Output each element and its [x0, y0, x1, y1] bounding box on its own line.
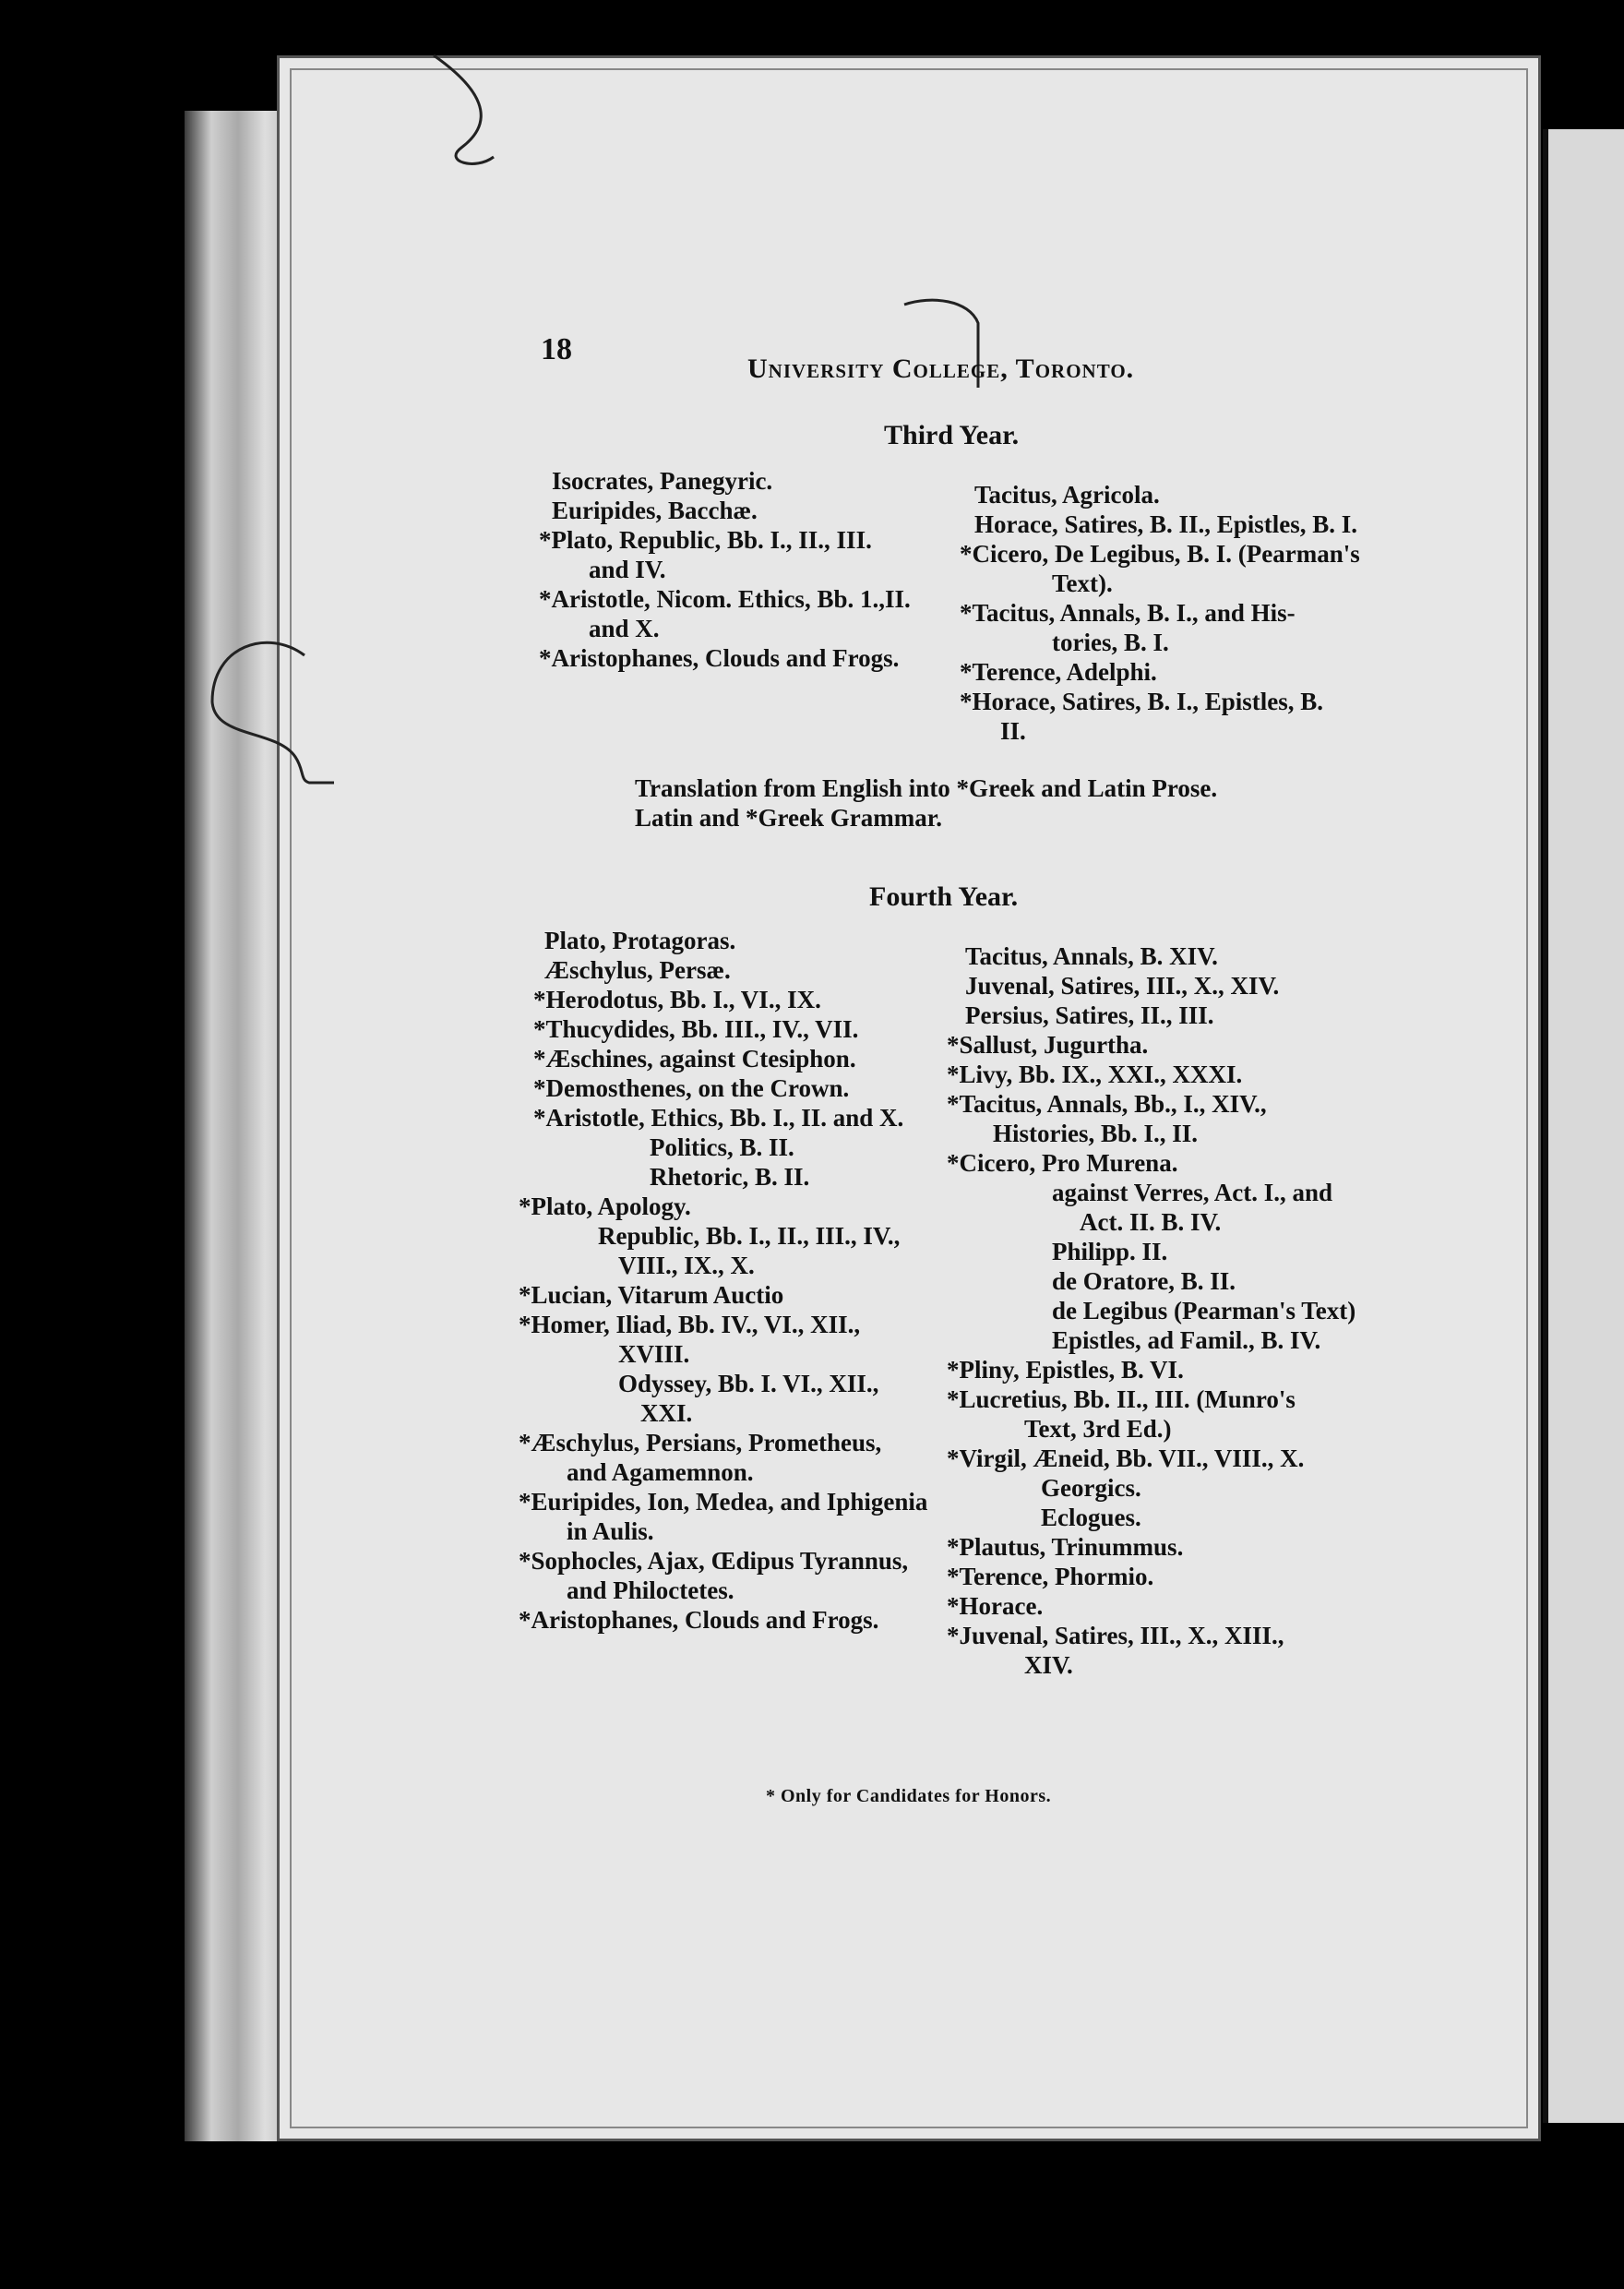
list-item: XIV.: [1024, 1651, 1073, 1679]
list-item: Tacitus, Agricola.: [974, 481, 1160, 509]
list-item: *Terence, Phormio.: [947, 1563, 1154, 1590]
list-item: *Cicero, Pro Murena.: [947, 1149, 1178, 1177]
list-item: and IV.: [589, 556, 666, 583]
list-item: *Tacitus, Annals, Bb., I., XIV.,: [947, 1090, 1267, 1118]
list-item: *Herodotus, Bb. I., VI., IX.: [533, 986, 821, 1013]
list-item: *Plautus, Trinummus.: [947, 1533, 1184, 1561]
list-item: *Juvenal, Satires, III., X., XIII.,: [947, 1622, 1284, 1649]
list-item: *Plato, Republic, Bb. I., II., III.: [539, 526, 872, 554]
list-item: Philipp. II.: [1052, 1238, 1168, 1265]
list-item: Tacitus, Annals, B. XIV.: [965, 942, 1218, 970]
list-item: de Legibus (Pearman's Text): [1052, 1297, 1356, 1324]
list-item: de Oratore, B. II.: [1052, 1267, 1236, 1295]
grammar-line: Latin and *Greek Grammar.: [635, 804, 943, 832]
list-item: against Verres, Act. I., and: [1052, 1179, 1333, 1206]
list-item: and X.: [589, 615, 660, 642]
list-item: Text, 3rd Ed.): [1024, 1415, 1172, 1443]
list-item: *Demosthenes, on the Crown.: [533, 1074, 850, 1102]
list-item: II.: [1000, 717, 1026, 745]
translation-line: Translation from English into *Greek and Latin Prose.: [635, 774, 1218, 802]
list-item: Horace, Satires, B. II., Epistles, B. I.: [974, 510, 1358, 538]
list-item: Epistles, ad Famil., B. IV.: [1052, 1326, 1321, 1354]
third-year-right-column: [960, 480, 1360, 746]
list-item: Euripides, Bacchæ.: [552, 497, 758, 524]
list-item: Eclogues.: [1041, 1504, 1141, 1531]
list-item: *Horace, Satires, B. I., Epistles, B.: [960, 688, 1323, 715]
list-item: *Terence, Adelphi.: [960, 658, 1157, 686]
list-item: Odyssey, Bb. I. VI., XII.,: [618, 1370, 879, 1397]
list-item: *Aristophanes, Clouds and Frogs.: [519, 1606, 879, 1634]
list-item: *Homer, Iliad, Bb. IV., VI., XII.,: [519, 1311, 861, 1338]
list-item: Æschylus, Persæ.: [544, 956, 731, 984]
list-item: *Aristotle, Ethics, Bb. I., II. and X.: [533, 1104, 904, 1132]
list-item: *Thucydides, Bb. III., IV., VII.: [533, 1015, 859, 1043]
list-item: *Sallust, Jugurtha.: [947, 1031, 1149, 1059]
list-item: *Lucian, Vitarum Auctio: [519, 1281, 784, 1309]
third-year-left-column: [539, 466, 911, 673]
list-item: *Horace.: [947, 1592, 1044, 1620]
list-item: *Livy, Bb. IX., XXI., XXXI.: [947, 1061, 1243, 1088]
list-item: tories, B. I.: [1052, 629, 1169, 656]
list-item: XXI.: [640, 1399, 693, 1427]
list-item: Persius, Satires, II., III.: [965, 1001, 1214, 1029]
list-item: Histories, Bb. I., II.: [993, 1120, 1199, 1147]
list-item: XVIII.: [618, 1340, 690, 1368]
list-item: VIII., IX., X.: [618, 1252, 755, 1279]
list-item: *Æschylus, Persians, Prometheus,: [519, 1429, 882, 1456]
list-item: Republic, Bb. I., II., III., IV.,: [598, 1222, 901, 1250]
list-item: Isocrates, Panegyric.: [552, 467, 773, 495]
fourth-year-heading: Fourth Year.: [869, 881, 1019, 912]
list-item: *Plato, Apology.: [519, 1192, 691, 1220]
list-item: Text).: [1052, 569, 1113, 597]
list-item: *Lucretius, Bb. II., III. (Munro's: [947, 1385, 1296, 1413]
list-item: *Pliny, Epistles, B. VI.: [947, 1356, 1184, 1384]
list-item: in Aulis.: [567, 1517, 654, 1545]
list-item: *Tacitus, Annals, B. I., and His-: [960, 599, 1296, 627]
list-item: and Philoctetes.: [567, 1576, 734, 1604]
list-item: Rhetoric, B. II.: [650, 1163, 810, 1191]
list-item: Juvenal, Satires, III., X., XIV.: [965, 972, 1280, 1000]
page-number: 18: [541, 332, 572, 366]
list-item: *Euripides, Ion, Medea, and Iphigenia: [519, 1488, 928, 1516]
footnote: * Only for Candidates for Honors.: [766, 1786, 1052, 1806]
list-item: *Aristophanes, Clouds and Frogs.: [539, 644, 900, 672]
list-item: *Virgil, Æneid, Bb. VII., VIII., X.: [947, 1444, 1305, 1472]
list-item: Act. II. B. IV.: [1080, 1208, 1222, 1236]
list-item: Plato, Protagoras.: [544, 927, 736, 954]
list-item: Georgics.: [1041, 1474, 1141, 1502]
list-item: *Æschines, against Ctesiphon.: [533, 1045, 856, 1073]
list-item: *Cicero, De Legibus, B. I. (Pearman's: [960, 540, 1360, 568]
fourth-year-left-column: [519, 926, 928, 1635]
list-item: *Sophocles, Ajax, Œdipus Tyrannus,: [519, 1547, 909, 1575]
third-year-heading: Third Year.: [884, 420, 1020, 450]
list-item: Politics, B. II.: [650, 1133, 794, 1161]
list-item: *Aristotle, Nicom. Ethics, Bb. 1.,II.: [539, 585, 911, 613]
running-head: University College, Toronto.: [747, 354, 1135, 384]
list-item: and Agamemnon.: [567, 1458, 754, 1486]
fourth-year-right-column: [947, 941, 1355, 1680]
